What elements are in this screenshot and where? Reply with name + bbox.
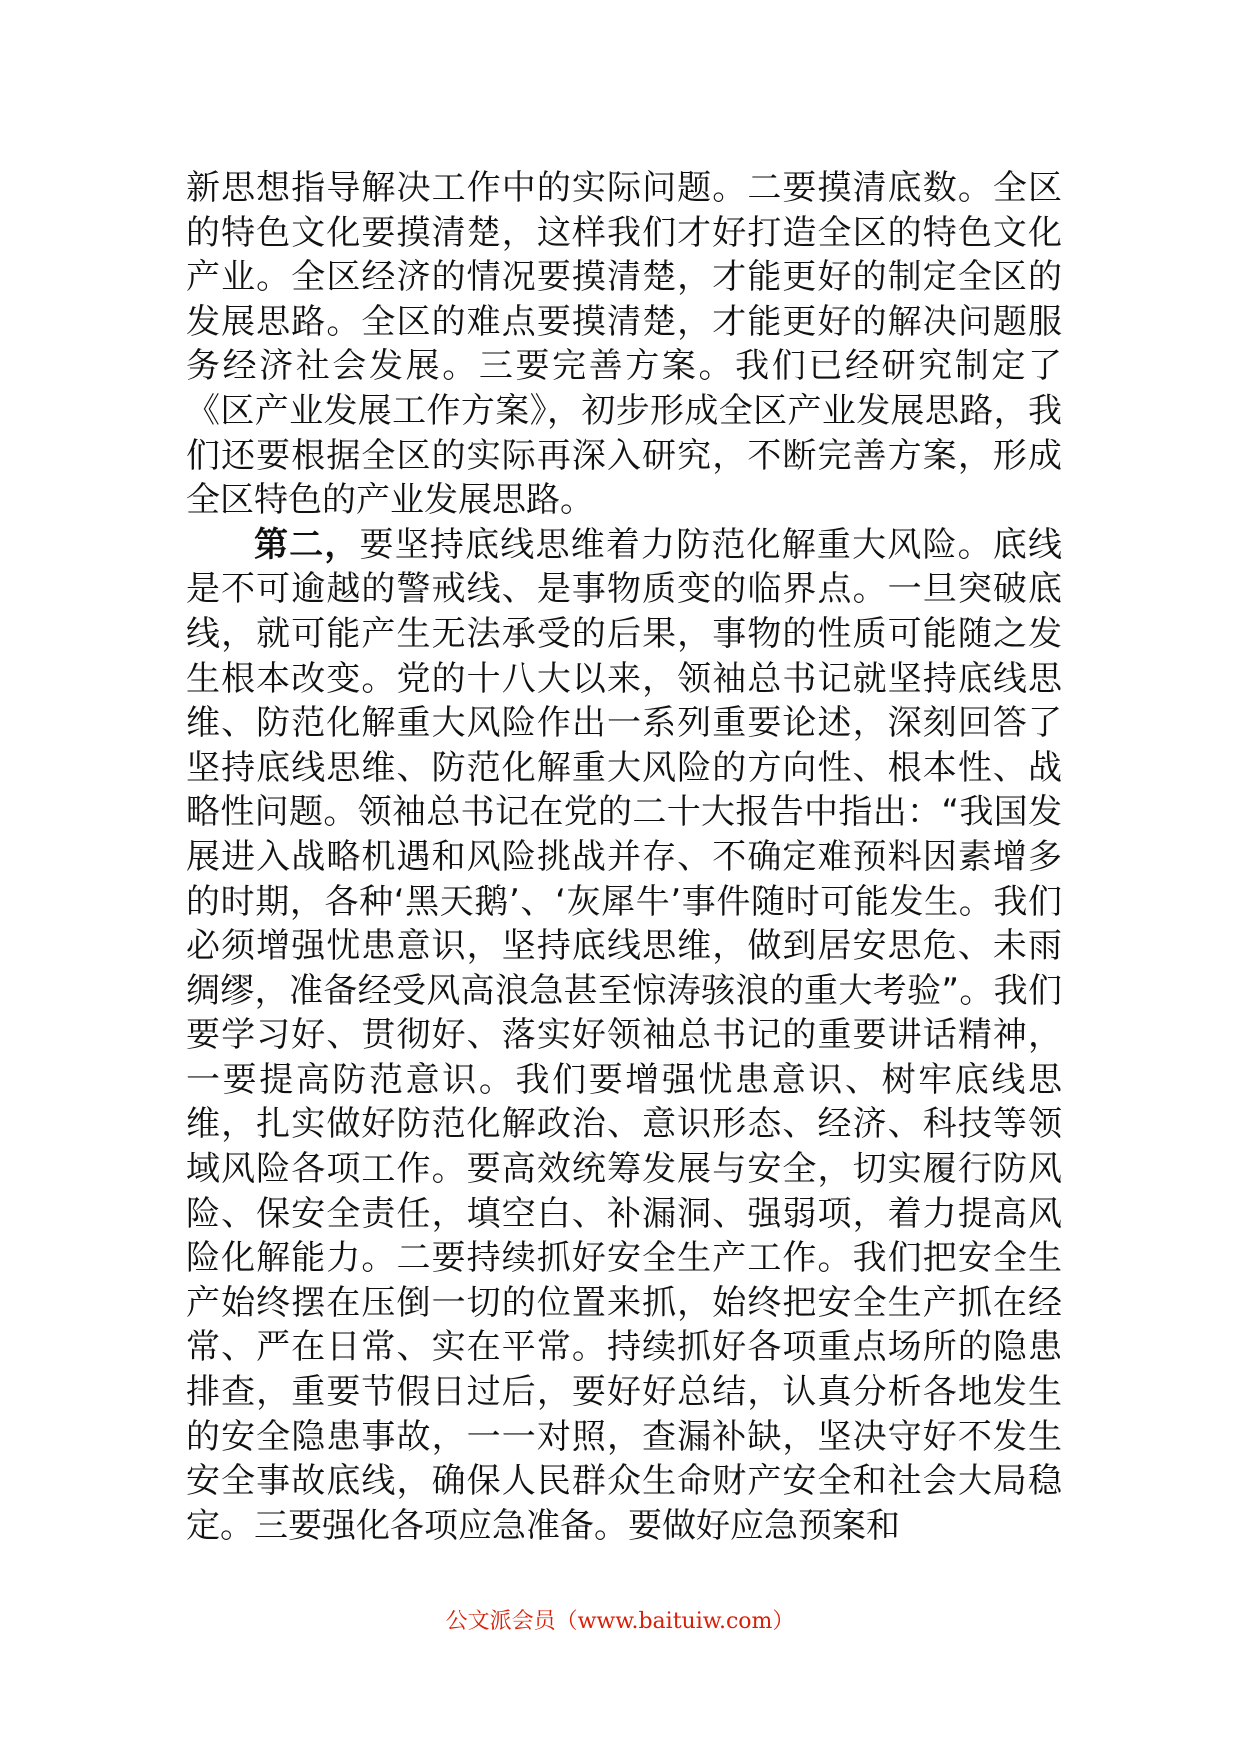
paragraph-1 [186,166,1062,523]
paragraph-2 [186,523,1062,1549]
paragraph-2-text: 要坚持底线思维着力防范化解重大风险。底线是不可逾越的警戒线、是事物质变的临界点。一旦突破底线，就可能产生无法承受的后果，事物的性质可能随之发生根本改变。党的十八大以来，领袖总书记就坚持底线思维、防范化解重大风险作出一系列重要论述，深刻回答了坚持底线思维、防范化解重大风险的方向性、根本性、战略性问题。领袖总书记在党的二十大报告中指出：“我国发展进入战略机遇和风险挑战并存、不确定难预料因素增多的时期，各种‘黑天鹅’、‘灰犀牛’事件随时可能发生。我们必须增强忧患意识，坚持底线思维，做到居安思危、未雨绸缪，准备经受风高浪急甚至惊涛骇浪的重大考验”。我们要学习好、贯彻好、落实好领袖总书记的重要讲话精神，一要提高防范意识。我们要增强忧患意识、树牢底线思维，扎实做好防范化解政治、意识形态、经济、科技等领域风险各项工作。要高效统筹发展与安全，切实履行防风险、保安全责任，填空白、补漏洞、强弱项，着力提高风险化解能力。二要持续抓好安全生产工作。我们把安全生产始终摆在压倒一切的位置来抓，始终把安全生产抓在经常、严在日常、实在平常。持续抓好各项重点场所的隐患排查，重要节假日过后，要好好总结，认真分析各地发生的安全隐患事故，一一对照，查漏补缺，坚决守好不发生安全事故底线，确保人民群众生命财产安全和社会大局稳定。三要强化各项应急准备。要做好应急预案和 [186,524,1062,1546]
paragraph-2-lead: 第二， [254,524,360,565]
paragraph-1-text: 新思想指导解决工作中的实际问题。二要摸清底数。全区的特色文化要摸清楚，这样我们才好打造全区的特色文化产业。全区经济的情况要摸清楚，才能更好的制定全区的发展思路。全区的难点要摸清楚，才能更好的解决问题服务经济社会发展。三要完善方案。我们已经研究制定了《区产业发展工作方案》，初步形成全区产业发展思路，我们还要根据全区的实际再深入研究，不断完善方案，形成全区特色的产业发展思路。 [186,168,1062,521]
footer-watermark: 公文派会员（www.baituiw.com） [445,1609,795,1634]
document-body [186,166,1062,1548]
